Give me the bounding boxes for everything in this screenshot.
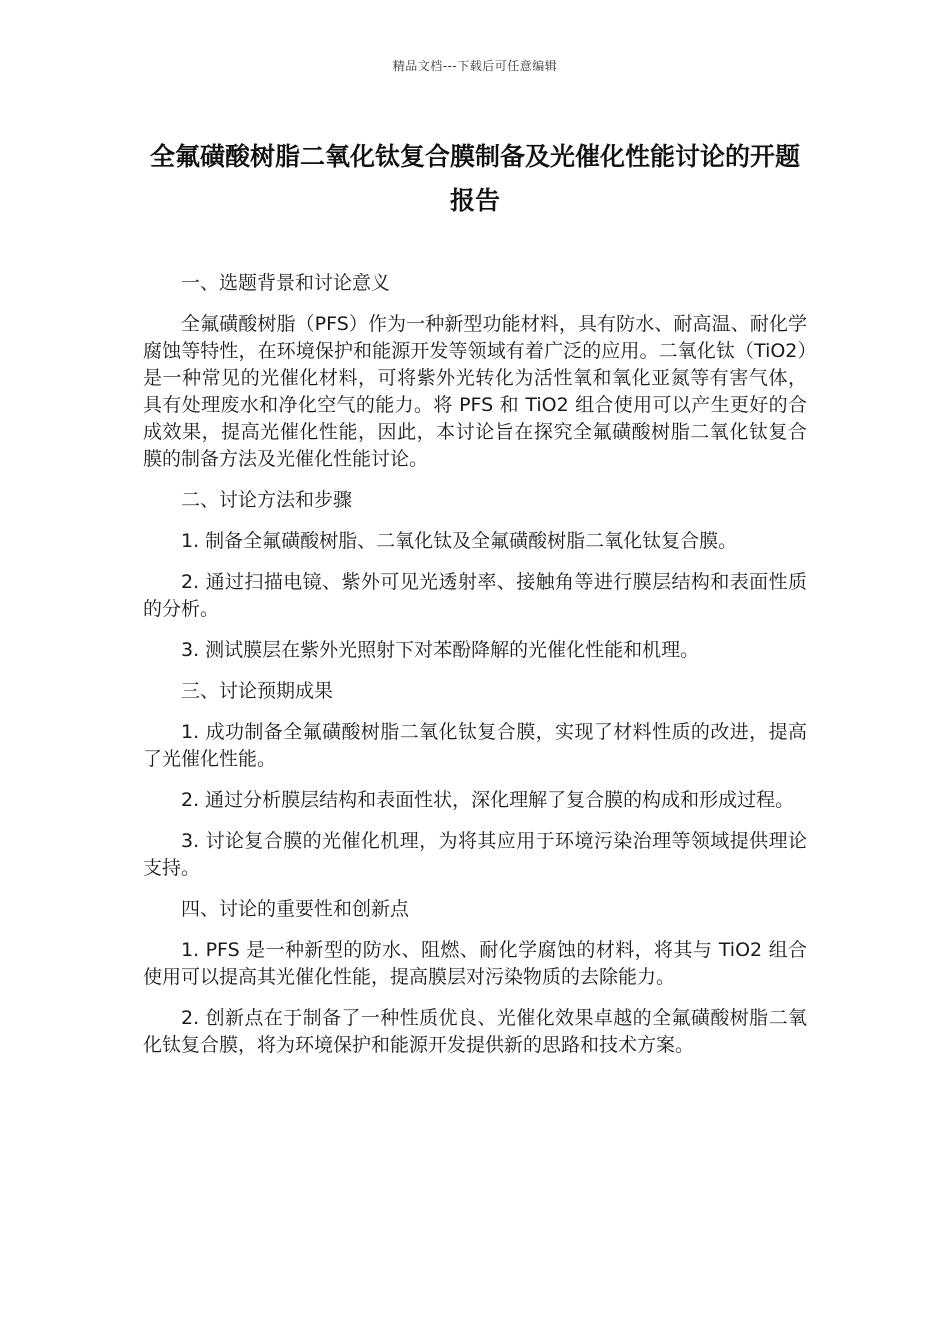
list-item: 2. 通过扫描电镜、紫外可见光透射率、接触角等进行膜层结构和表面性质的分析。 [143, 571, 807, 620]
section-expected-results [143, 678, 807, 882]
section-methods [143, 487, 807, 664]
document-body [143, 270, 807, 1073]
section-background [143, 270, 807, 473]
section-heading: 一、选题背景和讨论意义 [181, 272, 391, 294]
list-item: 1. 制备全氟磺酸树脂、二氧化钛及全氟磺酸树脂二氧化钛复合膜。 [181, 530, 738, 552]
section-heading: 三、讨论预期成果 [181, 680, 334, 702]
list-item: 2. 通过分析膜层结构和表面性状，深化理解了复合膜的构成和形成过程。 [181, 789, 795, 811]
section-heading: 四、讨论的重要性和创新点 [181, 898, 410, 920]
list-item: 2. 创新点在于制备了一种性质优良、光催化效果卓越的全氟磺酸树脂二氧化钛复合膜，将为环境保护和能源开发提供新的思路和技术方案。 [143, 1007, 807, 1056]
list-item: 3. 测试膜层在紫外光照射下对苯酚降解的光催化性能和机理。 [181, 639, 700, 661]
header-note: 精品文档---下载后可任意编辑 [392, 59, 558, 73]
section-significance [143, 896, 807, 1059]
paragraph: 全氟磺酸树脂（PFS）作为一种新型功能材料，具有防水、耐高温、耐化学腐蚀等特性，在环境保护和能源开发等领域有着广泛的应用。二氧化钛（TiO2）是一种常见的光催化材料，可将紫外光转化为活性氧和氧化亚氮等有害气体，具有处理废水和净化空气的能力。将 PFS 和 TiO2 组合使用可以产生更好的合成效果，提高光催化性能，因此，本讨论旨在探究全氟磺酸树脂二氧化钛复合膜的制备方法及光催化性能讨论。 [143, 313, 807, 470]
document-title: 全氟磺酸树脂二氧化钛复合膜制备及光催化性能讨论的开题报告 [149, 142, 800, 215]
list-item: 1. PFS 是一种新型的防水、阻燃、耐化学腐蚀的材料，将其与 TiO2 组合使用可以提高其光催化性能，提高膜层对污染物质的去除能力。 [143, 939, 807, 988]
list-item: 3. 讨论复合膜的光催化机理，为将其应用于环境污染治理等领域提供理论支持。 [143, 830, 807, 879]
list-item: 1. 成功制备全氟磺酸树脂二氧化钛复合膜，实现了材料性质的改进，提高了光催化性能。 [143, 721, 807, 770]
section-heading: 二、讨论方法和步骤 [181, 489, 353, 511]
